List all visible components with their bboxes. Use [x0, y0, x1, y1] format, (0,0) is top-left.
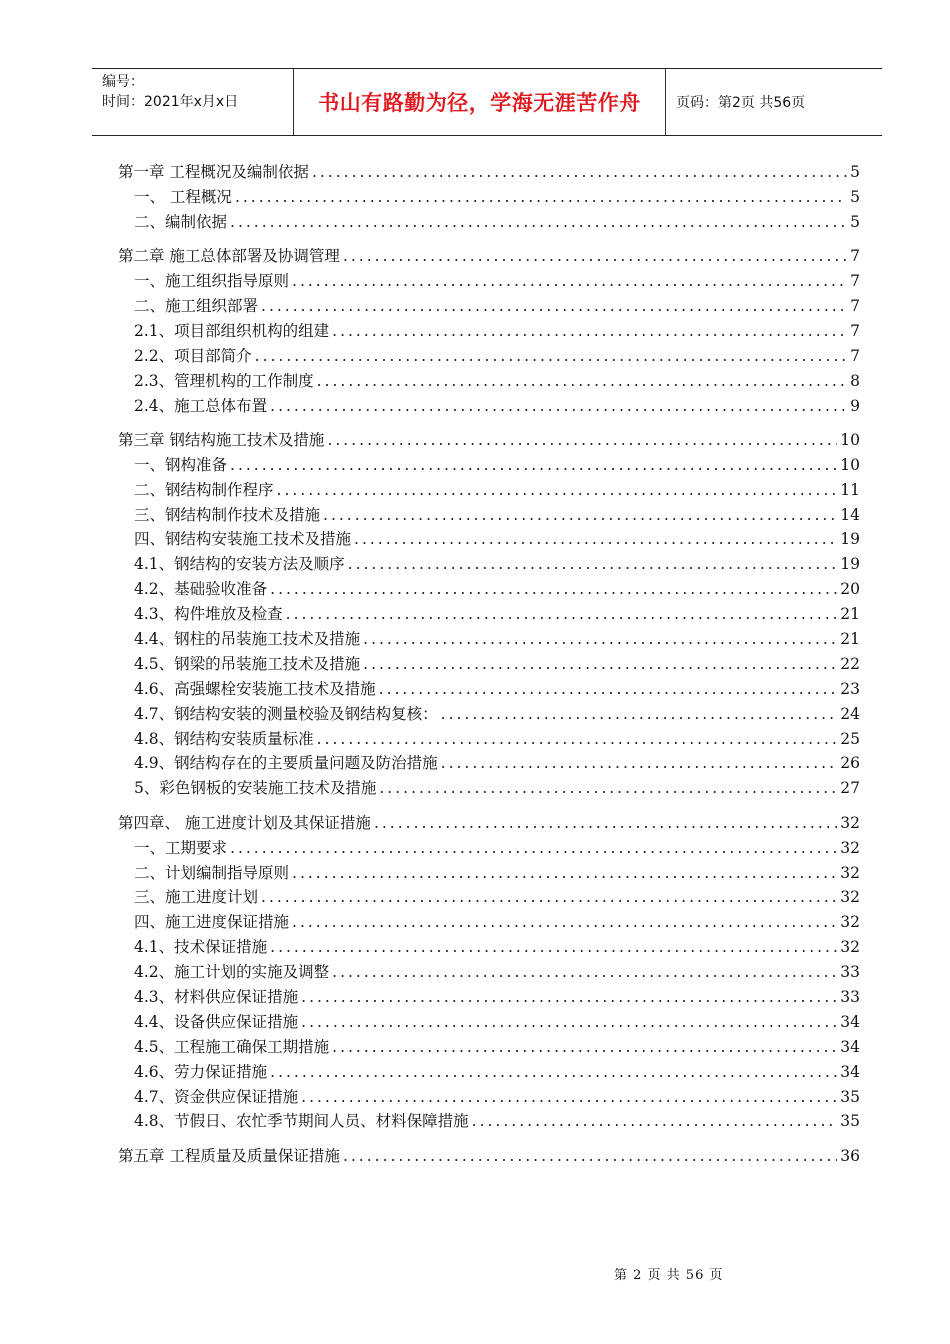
toc-leader-dots	[230, 836, 837, 861]
toc-entry-title: 2.1、项目部组织机构的组建	[134, 321, 330, 340]
toc-leader-dots	[317, 727, 838, 752]
toc-entry-title: 2.3、管理机构的工作制度	[134, 371, 314, 390]
toc-leader-dots	[235, 185, 847, 210]
toc-chapter-entry[interactable]	[118, 428, 860, 453]
toc-chapter-entry[interactable]	[118, 160, 860, 185]
toc-entry-title: 4.4、钢柱的吊装施工技术及措施	[134, 630, 361, 649]
toc-entry-title: 4.4、设备供应保证措施	[134, 1012, 299, 1031]
toc-leader-dots	[348, 552, 838, 577]
toc-entry-page: 21	[840, 605, 860, 624]
toc-section-entry[interactable]	[118, 394, 860, 419]
toc-section-entry[interactable]	[118, 210, 860, 235]
toc-entry-page: 10	[840, 455, 860, 474]
toc-section-entry[interactable]	[118, 453, 860, 478]
toc-section-entry[interactable]	[118, 1109, 860, 1134]
toc-entry-title: 4.7、资金供应保证措施	[134, 1087, 299, 1106]
toc-leader-dots	[327, 428, 837, 453]
toc-leader-dots	[301, 1010, 837, 1035]
toc-entry-title: 二、施工组织部署	[134, 296, 259, 315]
toc-section-entry[interactable]	[118, 1085, 860, 1110]
page-footer: 第 2 页 共 56 页	[614, 1268, 724, 1283]
toc-chapter-entry[interactable]	[118, 1144, 860, 1169]
toc-entry-title: 4.6、高强螺栓安装施工技术及措施	[134, 679, 376, 698]
toc-chapter-entry[interactable]	[118, 244, 860, 269]
toc-entry-page: 26	[840, 754, 860, 773]
header-page-label: 页码：第2页 共56页	[676, 95, 806, 111]
toc-entry-page: 36	[840, 1146, 860, 1165]
toc-entry-page: 8	[850, 371, 860, 390]
toc-section-entry[interactable]	[118, 503, 860, 528]
toc-leader-dots	[343, 1144, 837, 1169]
toc-entry-title: 二、计划编制指导原则	[134, 863, 290, 882]
toc-section-entry[interactable]	[118, 627, 860, 652]
toc-entry-title: 2.2、项目部简介	[134, 346, 252, 365]
toc-section-entry[interactable]	[118, 269, 860, 294]
toc-entry-page: 35	[840, 1087, 860, 1106]
toc-entry-page: 22	[840, 654, 860, 673]
toc-section-entry[interactable]	[118, 677, 860, 702]
toc-leader-dots	[379, 677, 838, 702]
toc-leader-dots	[230, 210, 847, 235]
toc-section-entry[interactable]	[118, 478, 860, 503]
toc-entry-title: 三、钢结构制作技术及措施	[134, 505, 321, 524]
toc-entry-page: 27	[840, 779, 860, 798]
toc-entry-page: 23	[840, 679, 860, 698]
toc-entry-page: 35	[840, 1112, 860, 1131]
toc-entry-title: 第五章 工程质量及质量保证措施	[118, 1146, 340, 1165]
toc-leader-dots	[277, 478, 838, 503]
toc-entry-page: 7	[850, 296, 860, 315]
header-time-label: 时间：2021年x月x日	[102, 94, 239, 110]
toc-section-entry[interactable]	[118, 1060, 860, 1085]
toc-section-entry[interactable]	[118, 836, 860, 861]
toc-leader-dots	[332, 319, 847, 344]
toc-entry-title: 第四章、 施工进度计划及其保证措施	[118, 813, 371, 832]
toc-entry-title: 4.9、钢结构存在的主要质量问题及防治措施	[134, 754, 438, 773]
toc-leader-dots	[379, 776, 837, 801]
toc-entry-title: 4.8、钢结构安装质量标准	[134, 729, 314, 748]
toc-entry-page: 20	[840, 580, 860, 599]
toc-entry-page: 32	[840, 863, 860, 882]
toc-leader-dots	[230, 453, 837, 478]
toc-entry-page: 32	[840, 913, 860, 932]
toc-section-entry[interactable]	[118, 319, 860, 344]
toc-section-entry[interactable]	[118, 602, 860, 627]
toc-leader-dots	[441, 702, 838, 727]
toc-section-entry[interactable]	[118, 702, 860, 727]
toc-leader-dots	[332, 1035, 837, 1060]
toc-entry-title: 一、钢构准备	[134, 455, 228, 474]
toc-leader-dots	[286, 602, 838, 627]
toc-entry-page: 10	[840, 430, 860, 449]
toc-leader-dots	[270, 394, 847, 419]
toc-entry-title: 三、施工进度计划	[134, 888, 259, 907]
toc-leader-dots	[354, 527, 837, 552]
toc-entry-title: 4.7、钢结构安装的测量校验及钢结构复核：	[134, 704, 438, 723]
toc-leader-dots	[374, 811, 837, 836]
toc-entry-title: 二、钢结构制作程序	[134, 480, 274, 499]
toc-entry-title: 一、施工组织指导原则	[134, 272, 290, 291]
toc-section-entry[interactable]	[118, 1010, 860, 1035]
toc-entry-title: 一、 工程概况	[134, 187, 232, 206]
toc-leader-dots	[292, 861, 837, 886]
toc-leader-dots	[317, 369, 847, 394]
table-of-contents	[118, 160, 860, 1169]
toc-leader-dots	[363, 627, 837, 652]
header-meta	[92, 69, 294, 135]
toc-leader-dots	[472, 1109, 838, 1134]
toc-entry-title: 4.6、劳力保证措施	[134, 1062, 268, 1081]
toc-entry-page: 32	[840, 938, 860, 957]
toc-entry-title: 5、彩色钢板的安装施工技术及措施	[134, 779, 377, 798]
toc-leader-dots	[292, 910, 837, 935]
toc-leader-dots	[261, 294, 847, 319]
toc-entry-page: 5	[850, 212, 860, 231]
toc-entry-title: 4.2、基础验收准备	[134, 580, 268, 599]
toc-section-entry[interactable]	[118, 776, 860, 801]
toc-entry-page: 19	[840, 530, 860, 549]
toc-leader-dots	[363, 652, 837, 677]
toc-section-entry[interactable]	[118, 552, 860, 577]
toc-entry-page: 9	[850, 396, 860, 415]
toc-section-entry[interactable]	[118, 369, 860, 394]
toc-entry-title: 4.1、钢结构的安装方法及顺序	[134, 555, 345, 574]
toc-entry-title: 2.4、施工总体布置	[134, 396, 268, 415]
toc-entry-title: 四、钢结构安装施工技术及措施	[134, 530, 352, 549]
document-header	[92, 68, 882, 136]
toc-entry-page: 7	[850, 247, 860, 266]
toc-leader-dots	[343, 244, 847, 269]
toc-section-entry[interactable]	[118, 861, 860, 886]
toc-leader-dots	[301, 985, 837, 1010]
toc-leader-dots	[270, 1060, 837, 1085]
toc-section-entry[interactable]	[118, 652, 860, 677]
toc-section-entry[interactable]	[118, 885, 860, 910]
toc-leader-dots	[261, 885, 837, 910]
toc-entry-title: 第三章 钢结构施工技术及措施	[118, 430, 325, 449]
toc-entry-page: 7	[850, 346, 860, 365]
toc-leader-dots	[292, 269, 847, 294]
toc-section-entry[interactable]	[118, 985, 860, 1010]
toc-section-entry[interactable]	[118, 960, 860, 985]
toc-entry-page: 19	[840, 555, 860, 574]
toc-leader-dots	[255, 344, 847, 369]
toc-entry-title: 4.3、构件堆放及检查	[134, 605, 283, 624]
toc-entry-title: 4.3、材料供应保证措施	[134, 988, 299, 1006]
toc-entry-page: 7	[850, 321, 860, 340]
toc-leader-dots	[301, 1085, 837, 1110]
toc-entry-page: 21	[840, 630, 860, 649]
toc-section-entry[interactable]	[118, 910, 860, 935]
toc-entry-page: 24	[840, 704, 860, 723]
toc-entry-title: 4.5、钢梁的吊装施工技术及措施	[134, 654, 361, 673]
toc-section-entry[interactable]	[118, 577, 860, 602]
toc-entry-page: 7	[850, 272, 860, 291]
toc-entry-page: 5	[850, 187, 860, 206]
toc-section-entry[interactable]	[118, 751, 860, 776]
header-number-label: 编号：	[102, 74, 144, 90]
toc-entry-page: 32	[840, 838, 860, 857]
toc-chapter-entry[interactable]	[118, 811, 860, 836]
toc-entry-page: 32	[840, 888, 860, 907]
toc-entry-title: 4.5、工程施工确保工期措施	[134, 1037, 330, 1056]
toc-leader-dots	[270, 935, 837, 960]
toc-section-entry[interactable]	[118, 294, 860, 319]
toc-section-entry[interactable]	[118, 1035, 860, 1060]
toc-entry-page: 34	[840, 1062, 860, 1081]
toc-leader-dots	[332, 960, 837, 985]
toc-entry-title: 第一章 工程概况及编制依据	[118, 163, 309, 181]
toc-entry-title: 4.8、节假日、农忙季节期间人员、材料保障措施	[134, 1112, 469, 1131]
toc-section-entry[interactable]	[118, 185, 860, 210]
toc-leader-dots	[312, 160, 847, 185]
toc-entry-title: 4.1、技术保证措施	[134, 938, 268, 957]
toc-entry-page: 33	[840, 963, 860, 982]
toc-entry-page: 34	[840, 1012, 860, 1031]
toc-entry-page: 11	[840, 480, 860, 499]
toc-leader-dots	[441, 751, 838, 776]
toc-entry-page: 33	[840, 988, 860, 1006]
toc-section-entry[interactable]	[118, 527, 860, 552]
toc-section-entry[interactable]	[118, 727, 860, 752]
toc-entry-title: 4.2、施工计划的实施及调整	[134, 963, 330, 982]
toc-leader-dots	[323, 503, 837, 528]
toc-section-entry[interactable]	[118, 935, 860, 960]
toc-entry-page: 5	[850, 163, 860, 181]
toc-section-entry[interactable]	[118, 344, 860, 369]
toc-entry-page: 14	[840, 505, 860, 524]
toc-entry-title: 二、编制依据	[134, 212, 228, 231]
toc-entry-page: 34	[840, 1037, 860, 1056]
toc-entry-page: 25	[840, 729, 860, 748]
header-motto: 书山有路勤为径，学海无涯苦作舟	[294, 69, 666, 135]
toc-entry-title: 四、施工进度保证措施	[134, 913, 290, 932]
toc-leader-dots	[270, 577, 837, 602]
toc-entry-title: 第二章 施工总体部署及协调管理	[118, 247, 340, 266]
toc-entry-page: 32	[840, 813, 860, 832]
toc-entry-title: 一、工期要求	[134, 838, 228, 857]
